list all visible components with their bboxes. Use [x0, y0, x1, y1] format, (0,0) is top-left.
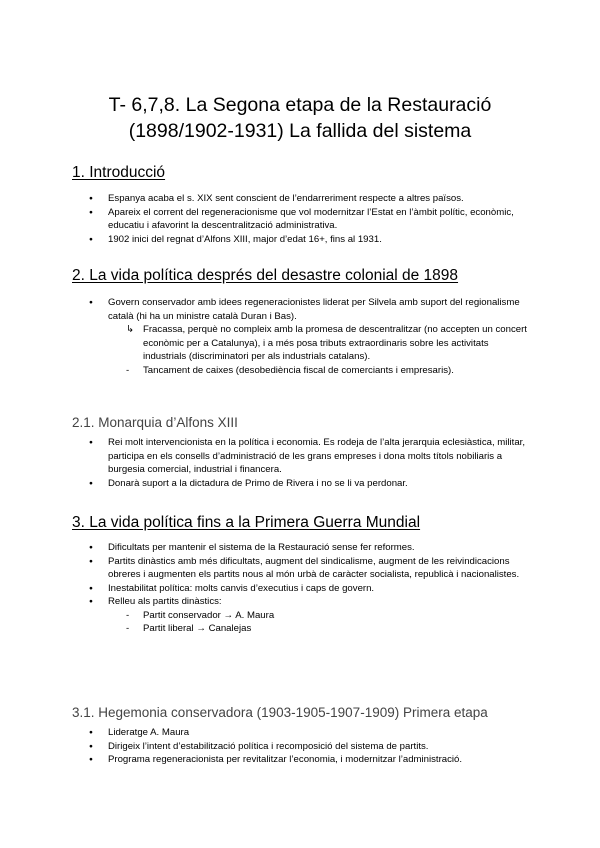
sub-list-item-text: Partit liberal → Canalejas: [143, 623, 252, 634]
list-item-text: Relleu als partits dinàstics:: [108, 596, 222, 607]
sub-list-item: [108, 609, 532, 623]
section-3-1-bullets: [72, 726, 532, 767]
sub-list-item: [108, 323, 532, 364]
sub-list-item-text: Tancament de caixes (desobediència fiscal de comerciants i empresaris).: [143, 364, 454, 376]
list-item: ● Dificultats per mantenir el sistema de la Restauració sense fer reformes.: [72, 541, 532, 555]
subsection-heading-monarquia: 2.1. Monarquia d’Alfons XIII: [72, 415, 238, 430]
section-1-bullets: [72, 192, 532, 246]
dash-marker: -: [126, 609, 130, 621]
section-heading-vida-politica-guerra: 3. La vida política fins a la Primera Guerra Mundial: [72, 514, 421, 531]
document-title: [40, 92, 560, 144]
dash-marker: -: [126, 364, 130, 376]
section-2-bullets: [72, 296, 532, 377]
sub-list-item: [108, 364, 532, 378]
list-item: ● Lideratge A. Maura: [72, 726, 532, 740]
section-heading-vida-politica-1898: 2. La vida política després del desastre colonial de 1898: [72, 267, 459, 284]
section-2-1-bullets: [72, 436, 532, 490]
sub-arrow-icon: ↳: [126, 324, 135, 335]
section-heading-introduccio: 1. Introducció: [72, 164, 166, 181]
section-3-bullets: [72, 541, 532, 636]
list-item: ● Partits dinàstics amb més dificultats, augment del sindicalisme, augment de les reivindicacions obreres i augmenten els partits nous al món urbà de caràcter socialista, republicà i nacionalistes.: [72, 555, 532, 582]
list-item: ● Programa regeneracionista per revitalitzar l’economia, i modernitzar l’administració.: [72, 753, 532, 767]
list-item: ● Dirigeix l’intent d’estabilització política i recomposició del sistema de partits.: [72, 740, 532, 754]
list-item: ● Donarà suport a la dictadura de Primo de Rivera i no se li va perdonar.: [72, 477, 532, 491]
list-item: ● Apareix el corrent del regeneracionisme que vol modernitzar l’Estat en l’àmbit polític, econòmic, educatiu i afavorint la descentralització administrativa.: [72, 206, 532, 233]
section-2-sublist: [108, 323, 532, 377]
list-item: [72, 595, 532, 636]
title-line-1: T- 6,7,8. La Segona etapa de la Restauració: [108, 94, 492, 116]
list-item: ● Inestabilitat política: molts canvis d’executius i caps de govern.: [72, 582, 532, 596]
subsection-heading-hegemonia: 3.1. Hegemonia conservadora (1903-1905-1907-1909) Primera etapa: [72, 705, 488, 720]
list-item: ● Rei molt intervencionista en la política i economia. Es rodeja de l’alta jerarquia eclesiàstica, militar, participa en els consells d’administració de les grans empreses i dona molts títols nobiliaris a burgesia comercial, industrial i financera.: [72, 436, 532, 477]
section-3-sublist: [108, 609, 532, 636]
sub-list-item: [108, 622, 532, 636]
sub-list-item-text: Partit conservador → A. Maura: [143, 609, 275, 621]
dash-marker: -: [126, 623, 130, 634]
list-item-text: Govern conservador amb idees regeneracionistes liderat per Silvela amb suport del regionalisme català (hi ha un ministre català Duran i Bas).: [108, 297, 520, 322]
title-line-2: (1898/1902-1931) La fallida del sistema: [128, 120, 472, 142]
sub-list-item-text: Fracassa, perquè no compleix amb la promesa de descentralitzar (no accepten un concert econòmic per a Catalunya), i a més posa tributs extraordinaris sobre les activitats industrials (discriminatori per als industrials catalans).: [143, 324, 527, 362]
list-item: ● 1902 inici del regnat d’Alfons XIII, major d’edat 16+, fins al 1931.: [72, 233, 532, 247]
list-item: ● Espanya acaba el s. XIX sent conscient de l’endarreriment respecte a altres països.: [72, 192, 532, 206]
list-item: [72, 296, 532, 377]
